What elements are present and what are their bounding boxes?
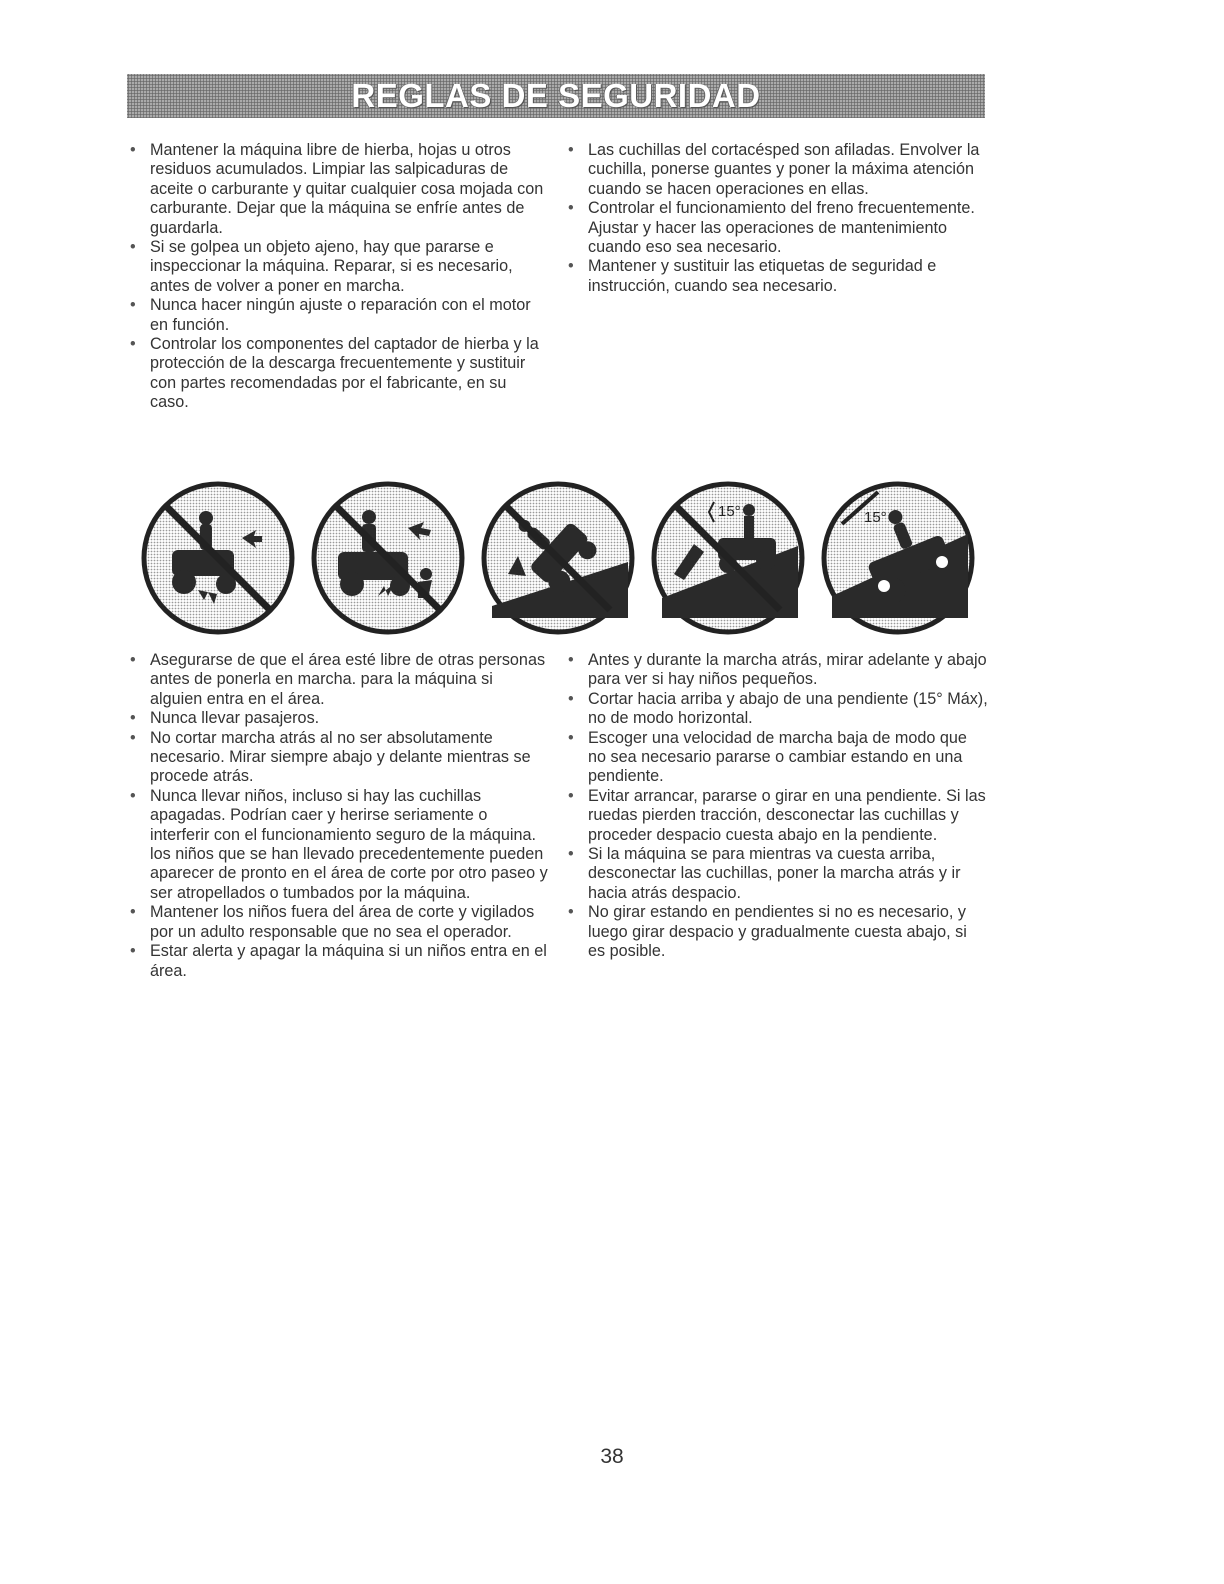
header-banner — [127, 74, 985, 118]
list-item: • Nunca hacer ningún ajuste o reparación con el motor en función. — [128, 296, 548, 335]
bullet-list — [566, 141, 988, 296]
list-item: • Las cuchillas del cortacésped son afiladas. Envolver la cuchilla, ponerse guantes y poner la máxima atención cuando se hacen operaciones en ellas. — [566, 141, 988, 199]
list-item: • Si la máquina se para mientras va cuesta arriba, desconectar las cuchillas, poner la marcha atrás y ir hacia atrás despacio. — [566, 845, 988, 903]
bottom-left-column — [128, 651, 548, 981]
bullet-list — [128, 141, 548, 413]
bottom-right-column — [566, 651, 988, 962]
list-item: • Si se golpea un objeto ajeno, hay que pararse e inspeccionar la máquina. Reparar, si es necesario, antes de volver a poner en marcha. — [128, 238, 548, 296]
list-item: • Controlar el funcionamiento del freno frecuentemente. Ajustar y hacer las operaciones de mantenimiento cuando eso sea necesario. — [566, 199, 988, 257]
list-item: • Antes y durante la marcha atrás, mirar adelante y abajo para ver si hay niños pequeños. — [566, 651, 988, 690]
list-item: • Asegurarse de que el área esté libre de otras personas antes de ponerla en marcha. para la máquina si alguien entra en el área. — [128, 651, 548, 709]
slope-limit-icon — [648, 478, 808, 638]
slope-up-down-icon — [818, 478, 978, 638]
slope-angle-label: 15° — [718, 503, 741, 520]
bullet-list — [128, 651, 548, 981]
bullet-list — [566, 651, 988, 962]
page-title: REGLAS DE SEGURIDAD — [351, 77, 761, 114]
list-item: • Mantener la máquina libre de hierba, hojas u otros residuos acumulados. Limpiar las salpicaduras de aceite o carburante y quitar cualquier cosa mojada con carburante. Dejar que la máquina se enfríe antes de guardarla. — [128, 141, 548, 238]
list-item: • Controlar los componentes del captador de hierba y la protección de la descarga frecuentemente y sustituir con partes recomendadas por el fabricante, en su caso. — [128, 335, 548, 413]
no-debris-ejection-icon — [138, 478, 298, 638]
no-tipping-icon — [478, 478, 638, 638]
list-item: • Nunca llevar niños, incluso si hay las cuchillas apagadas. Podrían caer y herirse seriamente o interferir con el funcionamiento seguro de la máquina. los niños que se han llevado precedentemente pueden aparecer de pronto en el área de corte por otro paseo y ser atropellados o tumbados por la máquina. — [128, 787, 548, 903]
list-item: • Escoger una velocidad de marcha baja de modo que no sea necesario pararse o cambiar estando en una pendiente. — [566, 729, 988, 787]
list-item: • No girar estando en pendientes si no es necesario, y luego girar despacio y gradualmente cuesta abajo, si es posible. — [566, 903, 988, 961]
list-item: • Cortar hacia arriba y abajo de una pendiente (15° Máx), no de modo horizontal. — [566, 690, 988, 729]
no-passengers-icon — [308, 478, 468, 638]
list-item: • Mantener y sustituir las etiquetas de seguridad e instrucción, cuando sea necesario. — [566, 257, 988, 296]
top-right-column — [566, 141, 988, 296]
page-number: 38 — [600, 1445, 624, 1468]
list-item: • Mantener los niños fuera del área de corte y vigilados por un adulto responsable que no sea el operador. — [128, 903, 548, 942]
list-item: • Evitar arrancar, pararse o girar en una pendiente. Si las ruedas pierden tracción, desconectar las cuchillas y proceder despacio cuesta abajo en la pendiente. — [566, 787, 988, 845]
safety-icon-row — [138, 478, 988, 638]
top-left-column — [128, 141, 548, 413]
slope-angle-label: 15° — [864, 509, 887, 526]
list-item: • No cortar marcha atrás al no ser absolutamente necesario. Mirar siempre abajo y delante mientras se procede atrás. — [128, 729, 548, 787]
list-item: • Estar alerta y apagar la máquina si un niños entra en el área. — [128, 942, 548, 981]
list-item: • Nunca llevar pasajeros. — [128, 709, 548, 728]
